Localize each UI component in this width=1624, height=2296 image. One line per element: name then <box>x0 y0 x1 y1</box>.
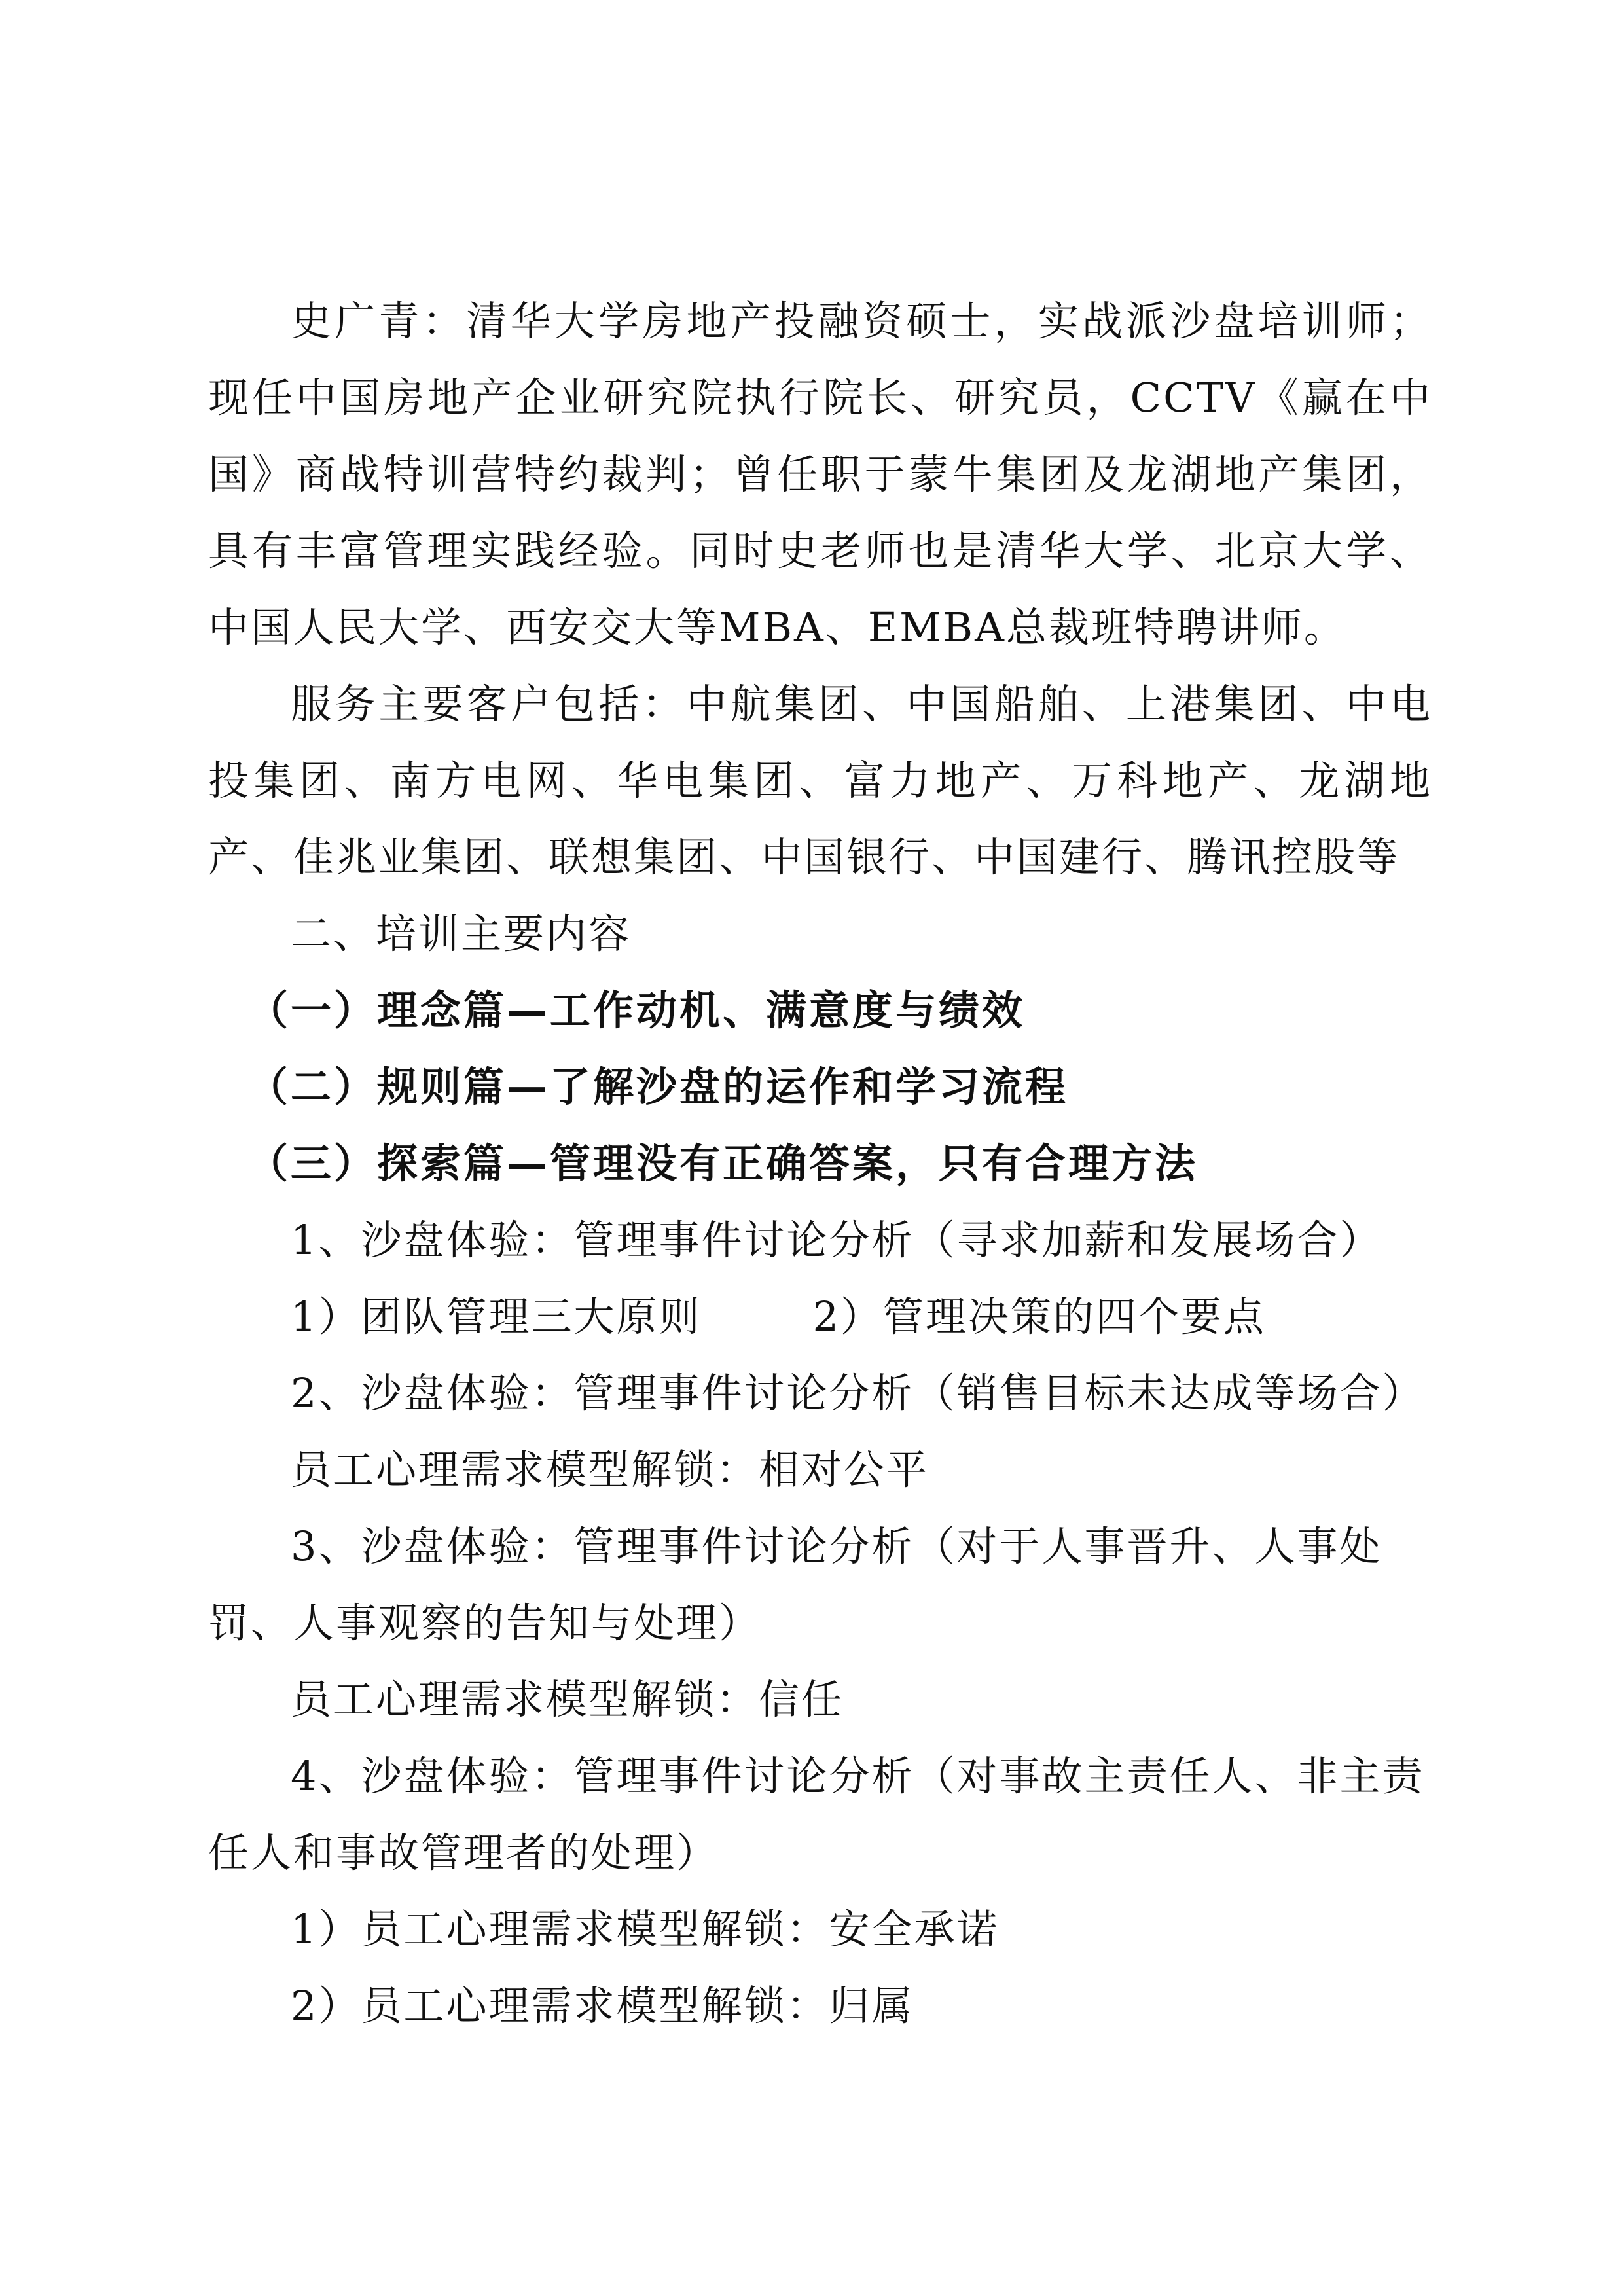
part-heading-1: （一）理念篇—工作动机、满意度与绩效 <box>247 986 1026 1034</box>
item-1-subpoints <box>208 1278 1432 1355</box>
section-heading: 二、培训主要内容 <box>291 910 632 958</box>
item-2: 2、沙盘体验：管理事件讨论分析（销售目标未达成等场合） <box>291 1369 1425 1417</box>
item-4-model-1: 1）员工心理需求模型解锁：安全承诺 <box>291 1905 1000 1953</box>
item-3-model: 员工心理需求模型解锁：信任 <box>291 1676 844 1723</box>
item-1-sub-a: 1）团队管理三大原则 <box>291 1293 702 1340</box>
item-4: 4、沙盘体验：管理事件讨论分析（对事故主责任人、非主责任人和事故管理者的处理） <box>208 1752 1425 1876</box>
item-3: 3、沙盘体验：管理事件讨论分析（对于人事晋升、人事处罚、人事观察的告知与处理） <box>208 1522 1382 1647</box>
part-heading-3: （三）探索篇—管理没有正确答案，只有合理方法 <box>247 1139 1199 1187</box>
clients-paragraph: 服务主要客户包括：中航集团、中国船舶、上港集团、中电投集团、南方电网、华电集团、富力地产、万科地产、龙湖地产、佳兆业集团、联想集团、中国银行、中国建行、腾讯控股等 <box>208 680 1432 881</box>
item-2-model: 员工心理需求模型解锁：相对公平 <box>291 1446 929 1494</box>
item-1-sub-b: 2）管理决策的四个要点 <box>812 1293 1266 1340</box>
document-body <box>208 283 1432 2044</box>
part-heading-2: （二）规则篇—了解沙盘的运作和学习流程 <box>247 1063 1069 1111</box>
item-1: 1、沙盘体验：管理事件讨论分析（寻求加薪和发展场合） <box>291 1216 1382 1264</box>
item-4-model-2: 2）员工心理需求模型解锁：归属 <box>291 1982 914 2030</box>
bio-paragraph: 史广青：清华大学房地产投融资硕士，实战派沙盘培训师；现任中国房地产企业研究院执行院长、研究员，CCTV《赢在中国》商战特训营特约裁判；曾任职于蒙牛集团及龙湖地产集团，具有丰富管理实践经验。同时史老师也是清华大学、北京大学、中国人民大学、西安交大等MBA、EMBA总裁班特聘讲师。 <box>208 297 1432 651</box>
